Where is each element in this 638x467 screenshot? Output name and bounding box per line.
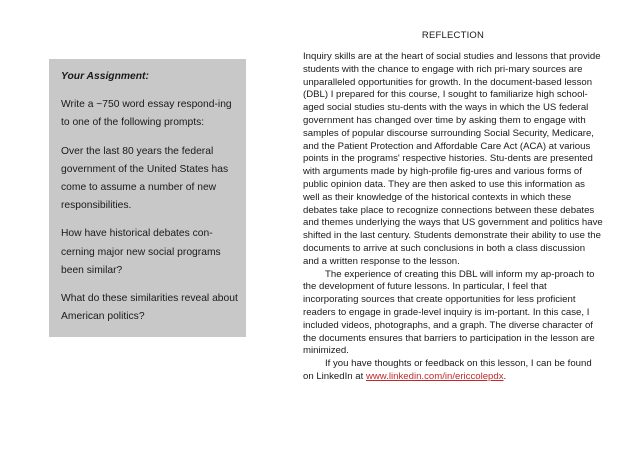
linkedin-link[interactable]: www.linkedin.com/in/ericcolepdx (365, 370, 504, 382)
assignment-prompt: How have historical debates con-cerning major new social programs been similar? (61, 228, 221, 276)
assignment-prompt: What do these similarities reveal about American politics? (61, 293, 238, 323)
reflection-contact-paragraph (303, 358, 603, 384)
assignment-intro: Write a ~750 word essay respond-ing to one of the following prompts: (61, 99, 232, 129)
reflection-section (303, 30, 603, 384)
reflection-heading: REFLECTION (421, 30, 485, 41)
assignment-box (49, 59, 246, 337)
contact-end: . (503, 370, 507, 382)
assignment-prompt: Over the last 80 years the federal government of the United States has come to assume a number of new responsibilities. (61, 145, 229, 212)
reflection-paragraph: Inquiry skills are at the heart of social studies and lessons that provide students with the chance to engage with rich pri-mary sources are unparalleled opportunities for growth. In the document-based lesson (DBL) I prepared for this course, I sought to familiarize high school-aged social studies stu-dents with the ways in which the US federal government has changed over time by asking them to engage with samples of popular discourse surrounding Social Security, Medicare, and the Patient Protection and Affordable Care Act (ACA) at various points in the programs' respective histories. Stu-dents are presented with arguments made by high-profile fig-ures and various forms of public opinion data. They are then asked to use this information as well as their knowledge of the historical contexts in which these debates take place to recognize connections between these debates and themes underlying the ways that US government and politics have shifted in the last century. Students demonstrate their ability to use the documents to arrive at such conclusions in both a class discussion and a written response to the lesson. (303, 51, 603, 267)
assignment-title: Your Assignment: (61, 71, 149, 82)
contact-text: If you have thoughts or feedback on this lesson, I can be found on LinkedIn at (303, 358, 592, 382)
reflection-paragraph: The experience of creating this DBL will inform my ap-proach to the development of future lessons. In particular, I feel that incorporating sources that create opportunities for less proficient readers to engage in grade-level inquiry is im-portant. In this case, I included videos, photographs, and a graph. The diverse character of the documents ensures that barriers to participation in the lesson are minimized. (303, 268, 595, 357)
